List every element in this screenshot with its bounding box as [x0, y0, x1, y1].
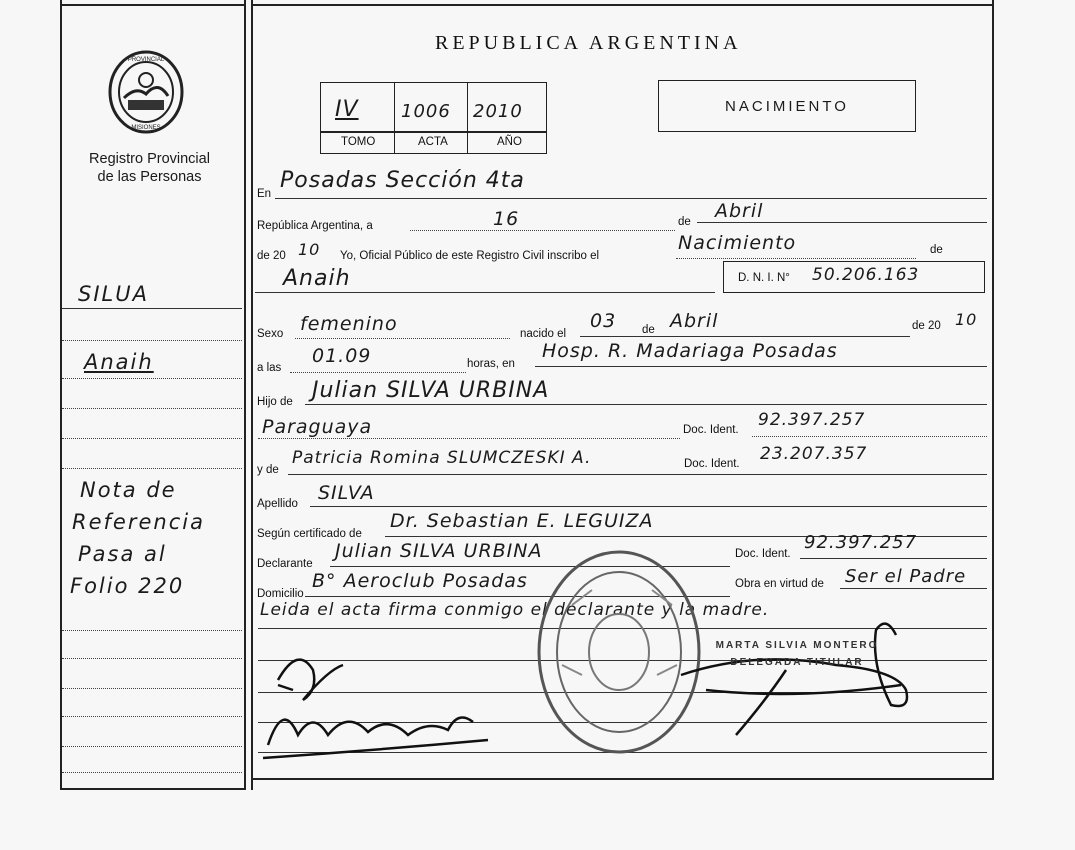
dni-value: 50.206.163 [812, 265, 920, 285]
sidebar-divider [244, 0, 246, 790]
bottom-rule-right [251, 778, 992, 780]
sidebar-given-name: Anaih [84, 350, 154, 374]
doc-label-2: Doc. Ident. [684, 458, 740, 470]
sexo-label: Sexo [257, 328, 284, 340]
sidebar-divider-inner [251, 0, 253, 790]
name-line [255, 292, 715, 293]
time-value: 01.09 [312, 345, 372, 367]
sidebar-dotline [62, 340, 242, 341]
sidebar-dotline [62, 688, 242, 689]
hospital-line [535, 366, 987, 367]
mother-doc-value: 23.207.357 [760, 444, 868, 464]
sidebar-dotline [62, 658, 242, 659]
domicilio-label: Domicilio [257, 588, 304, 600]
bottom-rule-left [60, 788, 246, 790]
sidebar-note-4: Folio 220 [70, 574, 185, 598]
doc-label-3: Doc. Ident. [735, 548, 791, 560]
obra-line [840, 588, 987, 589]
top-rule-right [251, 4, 992, 6]
sidebar-dotline [62, 630, 242, 631]
sidebar-note-3: Pasa al [78, 542, 167, 566]
dni-box [723, 261, 985, 293]
republica-label: República Argentina, a [257, 220, 373, 232]
record-type-box: NACIMIENTO [658, 80, 916, 132]
nacido-label: nacido el [520, 328, 567, 340]
place-value: Posadas Sección 4ta [280, 168, 525, 193]
name-value: Anaih [283, 266, 351, 291]
declarante-doc-value: 92.397.257 [804, 532, 918, 553]
apellido-label: Apellido [257, 498, 298, 510]
provincial-seal-icon [106, 50, 186, 134]
birth-day-value: 03 [590, 310, 617, 332]
father-line [305, 404, 987, 405]
acta-value: 1006 [401, 101, 451, 122]
tomo-cell-divider [394, 83, 395, 153]
day-value: 16 [493, 208, 520, 230]
sexo-line [295, 338, 510, 339]
sidebar-note-1: Nota de [80, 478, 177, 502]
apellido-line [310, 506, 987, 507]
svg-text:PROVINCIAL: PROVINCIAL [127, 57, 165, 63]
ano-label: AÑO [497, 136, 522, 148]
svg-text:MISIONES: MISIONES [131, 125, 161, 131]
month-value: Abril [715, 200, 764, 222]
obra-value: Ser el Padre [845, 566, 967, 587]
de-label-3: de [642, 324, 655, 336]
time-line [290, 372, 466, 373]
horas-label: horas, en [467, 358, 515, 370]
dni-label: D. N. I. N° [738, 272, 790, 284]
de20-label-2: de 20 [912, 320, 941, 332]
sidebar-surname-line [62, 308, 242, 309]
father-value: Julian SILVA URBINA [312, 378, 550, 403]
mother-line [288, 474, 987, 475]
yde-label: y de [257, 464, 279, 476]
year-suffix: 10 [298, 240, 321, 259]
declarante-doc-line [800, 558, 987, 559]
sidebar-dotline [62, 746, 242, 747]
officer-stamp [702, 640, 892, 668]
sidebar-dotline [62, 716, 242, 717]
sidebar-surname: SILUA [78, 282, 149, 306]
father-doc-value: 92.397.257 [758, 410, 866, 430]
yo-text: Yo, Oficial Público de este Registro Civil inscribo el [340, 250, 600, 262]
day-line [410, 230, 675, 231]
sexo-value: femenino [300, 313, 398, 335]
father-nationality-value: Paraguaya [262, 416, 373, 438]
sidebar-dotline [62, 438, 242, 439]
declarant-signature-icon [258, 640, 498, 770]
alas-label: a las [257, 362, 282, 374]
tomo-label: TOMO [341, 136, 376, 148]
domicilio-value: B° Aeroclub Posadas [312, 570, 528, 592]
inscribe-value: Nacimiento [678, 232, 797, 254]
place-line [275, 198, 987, 199]
country-title: REPUBLICA ARGENTINA [435, 32, 742, 54]
de-label: de [678, 216, 691, 228]
officer-signature-icon [676, 610, 916, 750]
doc-label: Doc. Ident. [683, 424, 739, 436]
left-border [60, 0, 62, 790]
birth-year-value: 10 [955, 310, 978, 329]
organization-name [62, 150, 237, 186]
birth-line [580, 336, 910, 337]
org-line-2: de las Personas [97, 169, 202, 185]
sidebar-dotline [62, 468, 242, 469]
inscribe-line [676, 258, 916, 259]
closing-statement: Leida el acta firma conmigo el declarante y la madre. [260, 600, 770, 620]
birth-month-value: Abril [670, 310, 719, 332]
apellido-value: SILVA [318, 482, 375, 504]
acta-cell-divider [467, 83, 468, 153]
sidebar-dotline [62, 408, 242, 409]
hospital-value: Hosp. R. Madariaga Posadas [542, 340, 838, 362]
hijo-label: Hijo de [257, 396, 293, 408]
right-border [992, 0, 994, 780]
obra-label: Obra en virtud de [735, 578, 824, 590]
mother-value: Patricia Romina SLUMCZESKI A. [292, 448, 592, 468]
top-rule-left [60, 4, 246, 6]
ano-value: 2010 [473, 101, 523, 122]
en-label: En [257, 188, 272, 200]
segun-label: Según certificado de [257, 528, 362, 540]
month-line [697, 222, 987, 223]
declarante-label: Declarante [257, 558, 313, 570]
certificate-value: Dr. Sebastian E. LEGUIZA [390, 510, 654, 532]
nationality-line [258, 438, 680, 439]
father-doc-line [752, 436, 987, 437]
sidebar-dotline [62, 378, 242, 379]
de-label-2: de [930, 244, 943, 256]
stamp-line-1: MARTA SILVIA MONTERO [715, 640, 879, 651]
stamp-line-2: DELEGADA TITULAR [730, 657, 864, 668]
record-box-divider [321, 131, 546, 133]
sidebar-note-2: Referencia [72, 510, 205, 534]
record-number-box [320, 82, 547, 154]
de20-label: de 20 [257, 250, 286, 262]
sidebar-dotline [62, 772, 242, 773]
acta-label: ACTA [418, 136, 448, 148]
tomo-value: IV [335, 97, 359, 122]
declarante-value: Julian SILVA URBINA [335, 540, 543, 562]
org-line-1: Registro Provincial [89, 151, 210, 167]
